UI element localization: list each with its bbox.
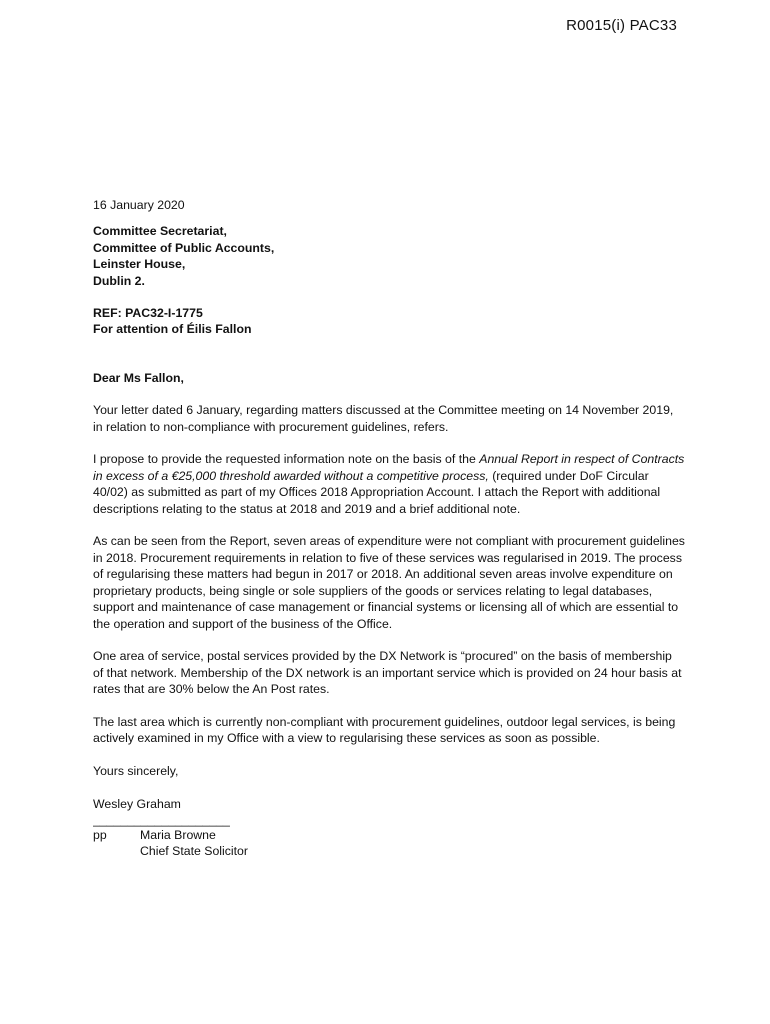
signature-line: ____________________ [93, 812, 230, 827]
recipient-address [93, 223, 685, 289]
report-title-italic: Annual Report in respect of Contracts in excess of a €25,000 threshold awarded without a competitive process, [93, 452, 685, 483]
reference-block [93, 305, 685, 338]
signatory-name: Wesley Graham [93, 796, 181, 811]
closing: Yours sincerely, [93, 764, 179, 779]
address-line: Dublin 2. [93, 273, 145, 288]
reference-code: R0015(i) PAC33 [566, 17, 677, 34]
paragraph-2-before: I propose to provide the requested information note on the basis of the [93, 452, 480, 467]
on-behalf-name: Maria Browne [140, 827, 216, 842]
pp-label: pp [93, 827, 107, 842]
letter-date: 16 January 2020 [93, 198, 185, 212]
paragraph-3: As can be seen from the Report, seven areas of expenditure were not compliant with procurement guidelines in 2018. Procurement requirements in relation to five of these services was regularised in 2019. The process of regularising these matters had begun in 2017 or 2018. An additional seven areas involve expenditure on proprietary products, being single or sole suppliers of the goods or services relating to legal databases, support and maintenance of case management or financial systems or licensing all of which are essential to the operation and support of the business of the Office. [93, 534, 685, 631]
salutation: Dear Ms Fallon, [93, 370, 184, 385]
signature-block [93, 796, 685, 860]
on-behalf-title: Chief State Solicitor [140, 844, 248, 859]
paragraph-1: Your letter dated 6 January, regarding matters discussed at the Committee meeting on 14 November 2019, in relation to non-compliance with procurement guidelines, refers. [93, 403, 674, 434]
letter-body [93, 197, 685, 860]
address-line: Committee Secretariat, [93, 224, 227, 239]
attention-line: For attention of Éilis Fallon [93, 322, 252, 337]
paragraph-2 [93, 451, 685, 517]
paragraph-5: The last area which is currently non-compliant with procurement guidelines, outdoor legal services, is being actively examined in my Office with a view to regularising these services as soon as possible. [93, 714, 676, 746]
paragraph-2-after: (required under DoF Circular 40/02) as submitted as part of my Offices 2018 Appropriation Account. I attach the Report with additional descriptions relating to the status at 2018 and 2019 and a brief additional note. [93, 468, 661, 516]
address-line: Leinster House, [93, 257, 186, 272]
pp-row [93, 827, 685, 843]
paragraph-4: One area of service, postal services provided by the DX Network is “procured” on the basis of membership of that network. Membership of the DX network is an important service which is provided on 24 hour basis at rates that are 30% below the An Post rates. [93, 649, 682, 697]
address-line: Committee of Public Accounts, [93, 240, 275, 255]
ref-line: REF: PAC32-I-1775 [93, 306, 203, 321]
